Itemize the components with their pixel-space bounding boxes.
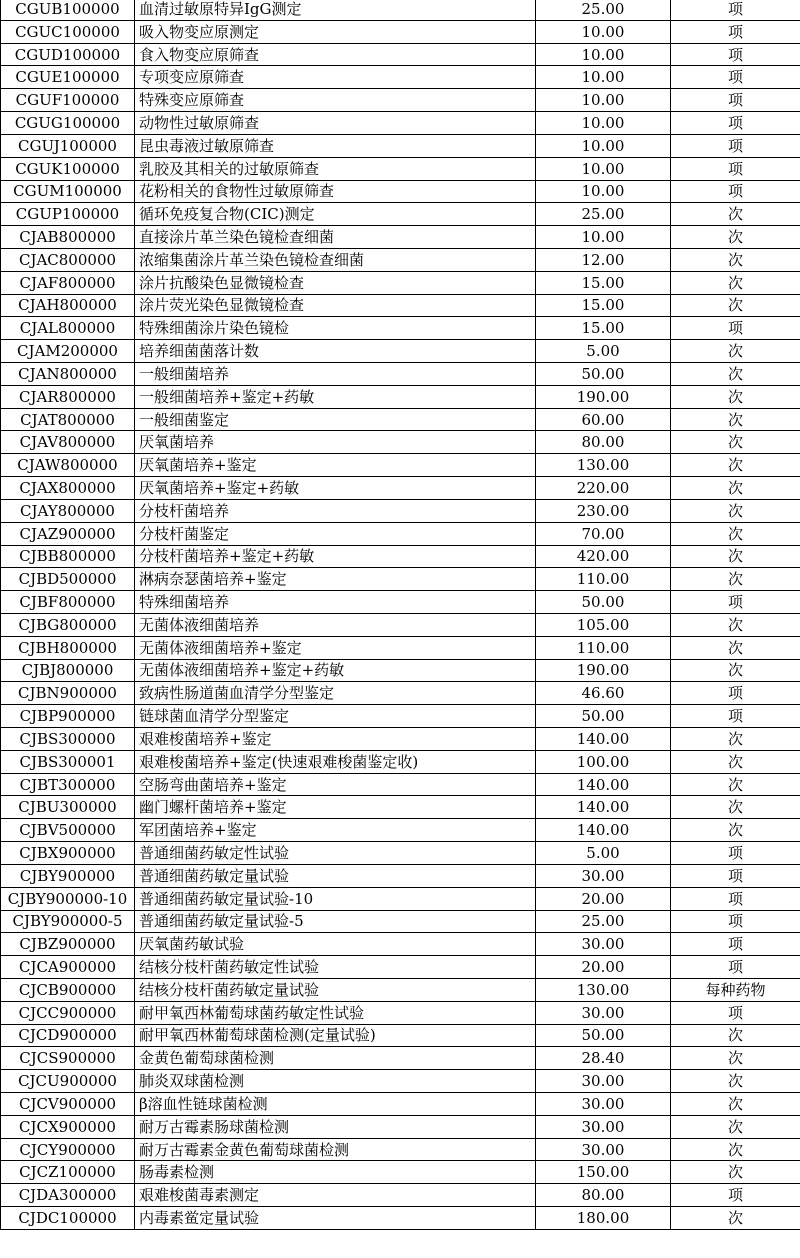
table-row [1,157,800,180]
table-row [1,773,800,796]
item-unit: 项 [671,1001,800,1024]
item-price: 15.00 [536,271,671,294]
item-code: CJAY800000 [1,499,135,522]
item-price: 190.00 [536,385,671,408]
item-name: 艰难梭菌毒素测定 [135,1184,536,1207]
item-unit: 次 [671,477,800,500]
item-unit: 项 [671,910,800,933]
item-unit: 次 [671,1161,800,1184]
item-code: CJCZ100000 [1,1161,135,1184]
table-row [1,499,800,522]
item-code: CJCD900000 [1,1024,135,1047]
item-name: 军团菌培养+鉴定 [135,819,536,842]
item-code: CJAB800000 [1,226,135,249]
item-unit: 项 [671,43,800,66]
item-price: 30.00 [536,933,671,956]
table-row [1,1207,800,1230]
table-row [1,20,800,43]
item-code: CJBY900000-10 [1,887,135,910]
item-code: CGUM100000 [1,180,135,203]
item-code: CJCC900000 [1,1001,135,1024]
item-price: 30.00 [536,1093,671,1116]
item-name: 空肠弯曲菌培养+鉴定 [135,773,536,796]
table-row [1,522,800,545]
item-unit: 项 [671,1184,800,1207]
item-code: CGUC100000 [1,20,135,43]
item-unit: 次 [671,454,800,477]
item-code: CJCY900000 [1,1138,135,1161]
item-price: 20.00 [536,956,671,979]
table-row [1,1161,800,1184]
item-name: 无菌体液细菌培养+鉴定+药敏 [135,659,536,682]
item-name: 内毒素鲎定量试验 [135,1207,536,1230]
item-price: 30.00 [536,1001,671,1024]
item-unit: 次 [671,659,800,682]
item-unit: 项 [671,682,800,705]
item-name: 专项变应原筛查 [135,66,536,89]
item-unit: 项 [671,180,800,203]
item-unit: 次 [671,1070,800,1093]
item-price: 10.00 [536,112,671,135]
item-price: 10.00 [536,180,671,203]
table-row [1,226,800,249]
item-name: 一般细菌培养 [135,363,536,386]
item-code: CJBS300001 [1,750,135,773]
item-price: 110.00 [536,568,671,591]
item-unit: 次 [671,1115,800,1138]
item-code: CJBG800000 [1,613,135,636]
item-code: CGUP100000 [1,203,135,226]
item-price: 46.60 [536,682,671,705]
item-code: CJBJ800000 [1,659,135,682]
item-unit: 次 [671,271,800,294]
item-unit: 次 [671,819,800,842]
item-price: 150.00 [536,1161,671,1184]
item-name: 乳胶及其相关的过敏原筛查 [135,157,536,180]
item-name: 结核分枝杆菌药敏定性试验 [135,956,536,979]
item-price: 190.00 [536,659,671,682]
table-row [1,545,800,568]
item-price: 28.40 [536,1047,671,1070]
item-name: 循环免疫复合物(CIC)测定 [135,203,536,226]
item-name: 耐甲氧西林葡萄球菌药敏定性试验 [135,1001,536,1024]
item-unit: 项 [671,89,800,112]
item-unit: 次 [671,340,800,363]
table-row [1,408,800,431]
table-row [1,568,800,591]
item-code: CJBY900000-5 [1,910,135,933]
item-name: 普通细菌药敏定量试验-10 [135,887,536,910]
item-name: 血清过敏原特异IgG测定 [135,0,536,20]
item-name: 淋病奈瑟菌培养+鉴定 [135,568,536,591]
item-name: 致病性肠道菌血清学分型鉴定 [135,682,536,705]
item-code: CGUK100000 [1,157,135,180]
item-price: 130.00 [536,978,671,1001]
table-row [1,89,800,112]
table-row [1,43,800,66]
item-price: 60.00 [536,408,671,431]
item-code: CJBD500000 [1,568,135,591]
item-code: CJCV900000 [1,1093,135,1116]
item-unit: 次 [671,568,800,591]
table-row [1,1138,800,1161]
item-name: 分枝杆菌培养 [135,499,536,522]
item-price: 105.00 [536,613,671,636]
item-price: 80.00 [536,1184,671,1207]
item-name: 分枝杆菌培养+鉴定+药敏 [135,545,536,568]
item-name: 一般细菌培养+鉴定+药敏 [135,385,536,408]
item-code: CJAH800000 [1,294,135,317]
item-price: 230.00 [536,499,671,522]
item-unit: 次 [671,750,800,773]
fee-table-body [1,0,800,1229]
item-name: 耐甲氧西林葡萄球菌检测(定量试验) [135,1024,536,1047]
item-code: CJAX800000 [1,477,135,500]
table-row [1,66,800,89]
item-unit: 次 [671,431,800,454]
table-row [1,454,800,477]
item-price: 10.00 [536,43,671,66]
item-name: 直接涂片革兰染色镜检查细菌 [135,226,536,249]
item-price: 15.00 [536,294,671,317]
item-code: CJCU900000 [1,1070,135,1093]
item-unit: 项 [671,157,800,180]
item-unit: 次 [671,773,800,796]
item-price: 25.00 [536,0,671,20]
item-code: CJAR800000 [1,385,135,408]
item-unit: 次 [671,363,800,386]
item-unit: 项 [671,864,800,887]
item-name: 花粉相关的食物性过敏原筛查 [135,180,536,203]
item-name: 普通细菌药敏定量试验 [135,864,536,887]
table-row [1,796,800,819]
item-price: 220.00 [536,477,671,500]
item-name: 厌氧菌培养+鉴定+药敏 [135,477,536,500]
item-price: 12.00 [536,248,671,271]
item-unit: 次 [671,248,800,271]
table-row [1,705,800,728]
table-row [1,910,800,933]
item-code: CGUJ100000 [1,134,135,157]
item-price: 180.00 [536,1207,671,1230]
item-price: 50.00 [536,591,671,614]
item-code: CJBT300000 [1,773,135,796]
item-unit: 项 [671,956,800,979]
item-unit: 项 [671,112,800,135]
item-code: CGUF100000 [1,89,135,112]
item-name: 培养细菌菌落计数 [135,340,536,363]
item-name: 涂片抗酸染色显微镜检查 [135,271,536,294]
item-unit: 项 [671,317,800,340]
item-name: 幽门螺杆菌培养+鉴定 [135,796,536,819]
item-unit: 项 [671,134,800,157]
item-code: CJAV800000 [1,431,135,454]
item-price: 25.00 [536,910,671,933]
item-name: 分枝杆菌鉴定 [135,522,536,545]
item-unit: 次 [671,1207,800,1230]
item-name: β溶血性链球菌检测 [135,1093,536,1116]
table-row [1,340,800,363]
item-price: 10.00 [536,20,671,43]
item-price: 15.00 [536,317,671,340]
item-unit: 次 [671,294,800,317]
item-name: 普通细菌药敏定性试验 [135,842,536,865]
item-unit: 次 [671,545,800,568]
item-unit: 次 [671,1024,800,1047]
item-code: CGUE100000 [1,66,135,89]
table-row [1,613,800,636]
item-name: 一般细菌鉴定 [135,408,536,431]
item-price: 25.00 [536,203,671,226]
item-name: 结核分枝杆菌药敏定量试验 [135,978,536,1001]
table-row [1,956,800,979]
table-row [1,887,800,910]
table-row [1,134,800,157]
item-code: CJBS300000 [1,728,135,751]
item-name: 特殊变应原筛查 [135,89,536,112]
table-row [1,750,800,773]
item-code: CJBN900000 [1,682,135,705]
item-price: 70.00 [536,522,671,545]
item-code: CJBV500000 [1,819,135,842]
item-name: 食入物变应原筛查 [135,43,536,66]
table-row [1,591,800,614]
item-unit: 项 [671,66,800,89]
item-price: 30.00 [536,1070,671,1093]
table-row [1,1024,800,1047]
item-code: CJCX900000 [1,1115,135,1138]
table-row [1,271,800,294]
item-unit: 项 [671,0,800,20]
item-code: CJBP900000 [1,705,135,728]
table-row [1,819,800,842]
item-code: CJBZ900000 [1,933,135,956]
item-price: 10.00 [536,226,671,249]
table-row [1,933,800,956]
table-row [1,385,800,408]
item-price: 20.00 [536,887,671,910]
item-price: 10.00 [536,157,671,180]
item-price: 5.00 [536,340,671,363]
item-unit: 项 [671,705,800,728]
item-price: 420.00 [536,545,671,568]
item-price: 110.00 [536,636,671,659]
item-unit: 次 [671,203,800,226]
item-price: 140.00 [536,728,671,751]
item-price: 10.00 [536,89,671,112]
item-code: CGUD100000 [1,43,135,66]
item-unit: 每种药物 [671,978,800,1001]
table-row [1,1093,800,1116]
table-row [1,0,800,20]
item-code: CJDA300000 [1,1184,135,1207]
item-price: 10.00 [536,134,671,157]
item-name: 普通细菌药敏定量试验-5 [135,910,536,933]
item-unit: 项 [671,842,800,865]
item-code: CGUB100000 [1,0,135,20]
item-code: CJBY900000 [1,864,135,887]
table-row [1,864,800,887]
item-price: 50.00 [536,1024,671,1047]
item-unit: 次 [671,408,800,431]
item-price: 80.00 [536,431,671,454]
item-unit: 项 [671,20,800,43]
item-name: 无菌体液细菌培养 [135,613,536,636]
item-code: CJAN800000 [1,363,135,386]
item-code: CJBX900000 [1,842,135,865]
item-name: 艰难梭菌培养+鉴定 [135,728,536,751]
table-row [1,112,800,135]
item-code: CJAM200000 [1,340,135,363]
item-name: 涂片荧光染色显微镜检查 [135,294,536,317]
item-unit: 次 [671,226,800,249]
item-code: CJBH800000 [1,636,135,659]
item-price: 50.00 [536,363,671,386]
item-code: CJAZ900000 [1,522,135,545]
item-unit: 次 [671,796,800,819]
table-row [1,682,800,705]
item-code: CJDC100000 [1,1207,135,1230]
table-row [1,842,800,865]
item-code: CGUG100000 [1,112,135,135]
item-name: 金黄色葡萄球菌检测 [135,1047,536,1070]
item-price: 50.00 [536,705,671,728]
item-price: 140.00 [536,773,671,796]
item-price: 30.00 [536,864,671,887]
table-row [1,978,800,1001]
table-row [1,728,800,751]
item-name: 浓缩集菌涂片革兰染色镜检查细菌 [135,248,536,271]
item-price: 140.00 [536,819,671,842]
table-row [1,636,800,659]
item-name: 艰难梭菌培养+鉴定(快速艰难梭菌鉴定收) [135,750,536,773]
item-unit: 项 [671,591,800,614]
table-row [1,1184,800,1207]
table-row [1,317,800,340]
item-unit: 次 [671,1138,800,1161]
item-unit: 次 [671,1047,800,1070]
item-code: CJBB800000 [1,545,135,568]
item-unit: 项 [671,933,800,956]
item-unit: 次 [671,522,800,545]
item-name: 耐万古霉素金黄色葡萄球菌检测 [135,1138,536,1161]
item-price: 30.00 [536,1138,671,1161]
table-row [1,363,800,386]
item-unit: 项 [671,887,800,910]
item-name: 厌氧菌培养+鉴定 [135,454,536,477]
item-unit: 次 [671,728,800,751]
item-code: CJCS900000 [1,1047,135,1070]
item-unit: 次 [671,1093,800,1116]
item-code: CJCA900000 [1,956,135,979]
item-name: 肺炎双球菌检测 [135,1070,536,1093]
item-name: 特殊细菌涂片染色镜检 [135,317,536,340]
table-row [1,294,800,317]
item-name: 无菌体液细菌培养+鉴定 [135,636,536,659]
item-unit: 次 [671,385,800,408]
table-row [1,431,800,454]
item-name: 耐万古霉素肠球菌检测 [135,1115,536,1138]
item-code: CJAC800000 [1,248,135,271]
table-row [1,203,800,226]
item-price: 130.00 [536,454,671,477]
item-name: 厌氧菌培养 [135,431,536,454]
item-code: CJAT800000 [1,408,135,431]
item-name: 链球菌血清学分型鉴定 [135,705,536,728]
table-row [1,180,800,203]
item-code: CJAL800000 [1,317,135,340]
item-unit: 次 [671,499,800,522]
item-name: 肠毒素检测 [135,1161,536,1184]
item-name: 动物性过敏原筛查 [135,112,536,135]
item-name: 厌氧菌药敏试验 [135,933,536,956]
item-name: 吸入物变应原测定 [135,20,536,43]
table-row [1,1115,800,1138]
item-code: CJAW800000 [1,454,135,477]
item-code: CJBF800000 [1,591,135,614]
item-unit: 次 [671,613,800,636]
item-name: 特殊细菌培养 [135,591,536,614]
item-code: CJAF800000 [1,271,135,294]
table-row [1,1047,800,1070]
table-row [1,659,800,682]
table-row [1,477,800,500]
item-price: 30.00 [536,1115,671,1138]
item-code: CJCB900000 [1,978,135,1001]
table-row [1,1001,800,1024]
item-price: 5.00 [536,842,671,865]
item-price: 100.00 [536,750,671,773]
item-name: 昆虫毒液过敏原筛查 [135,134,536,157]
item-price: 140.00 [536,796,671,819]
table-row [1,248,800,271]
item-unit: 次 [671,636,800,659]
item-code: CJBU300000 [1,796,135,819]
table-row [1,1070,800,1093]
item-price: 10.00 [536,66,671,89]
